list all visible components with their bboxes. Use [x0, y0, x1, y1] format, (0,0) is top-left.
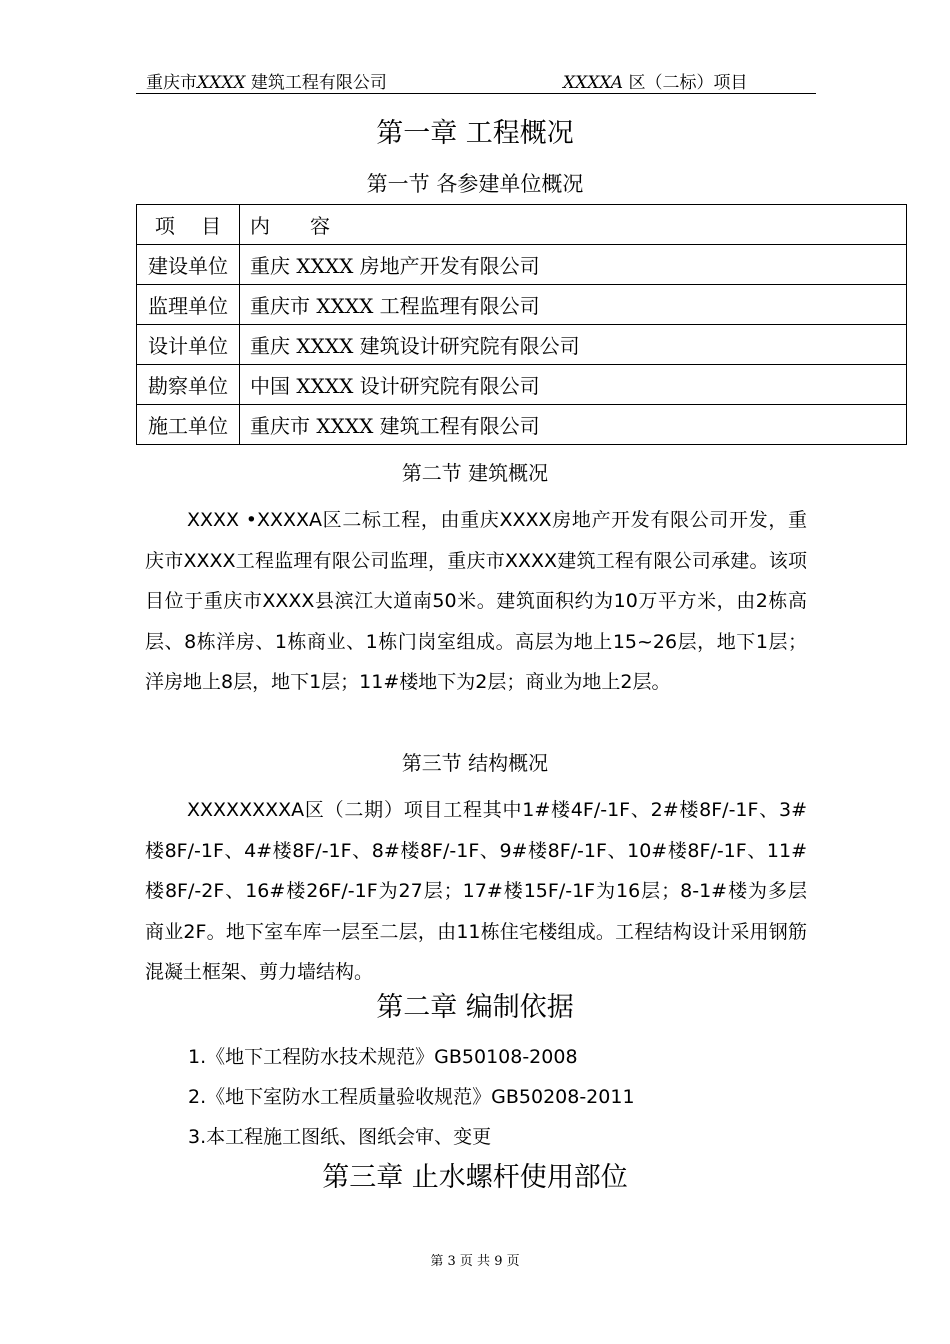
section3-body — [145, 790, 807, 993]
header-divider — [136, 93, 816, 94]
section2-body — [145, 500, 807, 703]
section3-title: 第三节 结构概况 — [401, 751, 549, 775]
header-project-suffix: 区（二标）项目 — [623, 73, 748, 93]
list-item: 2.《地下室防水工程质量验收规范》GB50208-2011 — [188, 1086, 635, 1108]
table-row — [137, 325, 907, 365]
section2-title: 第二节 建筑概况 — [401, 461, 549, 485]
page-number: 第 3 页 共 9 页 — [430, 1254, 520, 1269]
table-cell-role: 设计单位 — [137, 325, 240, 365]
table-cell-company: 重庆 XXXX 房地产开发有限公司 — [240, 245, 907, 285]
chapter3-title: 第三章 止水螺杆使用部位 — [322, 1162, 628, 1193]
table-cell-company: 重庆市 XXXX 工程监理有限公司 — [240, 285, 907, 325]
units-table — [136, 204, 907, 445]
header-company-suffix: 建筑工程有限公司 — [245, 73, 387, 93]
header-company — [146, 68, 387, 93]
header-project — [563, 68, 748, 93]
table-cell-role: 监理单位 — [137, 285, 240, 325]
header-company-prefix: 重庆市 — [146, 73, 197, 93]
section2-paragraph: XXXX •XXXXA区二标工程，由重庆XXXX房地产开发有限公司开发，重庆市XXXX工程监理有限公司监理，重庆市XXXX建筑工程有限公司承建。该项目位于重庆市XXXX县滨江大道南50米。建筑面积约为10万平方米，由2栋高层、8栋洋房、1栋商业、1栋门岗室组成。高层为地上15~26层，地下1层；洋房地上8层，地下1层；11#楼地下为2层；商业为地上2层。 — [145, 509, 807, 693]
table-row — [137, 365, 907, 405]
header-project-italic: XXXXA — [563, 73, 624, 93]
table-row — [137, 245, 907, 285]
table-cell-company: 重庆 XXXX 建筑设计研究院有限公司 — [240, 325, 907, 365]
chapter2-title: 第二章 编制依据 — [376, 992, 574, 1023]
list-item: 3.本工程施工图纸、图纸会审、变更 — [188, 1126, 492, 1148]
list-item: 1.《地下工程防水技术规范》GB50108-2008 — [188, 1046, 578, 1068]
table-cell-role: 勘察单位 — [137, 365, 240, 405]
table-cell-company: 重庆市 XXXX 建筑工程有限公司 — [240, 405, 907, 445]
table-row — [137, 285, 907, 325]
table-header-item: 项 目 — [137, 205, 240, 245]
table-cell-role: 建设单位 — [137, 245, 240, 285]
table-header-row — [137, 205, 907, 245]
chapter1-title: 第一章 工程概况 — [376, 118, 574, 149]
table-row — [137, 405, 907, 445]
table-header-content: 内 容 — [240, 205, 907, 245]
header-company-italic: XXXX — [197, 73, 246, 93]
table-cell-role: 施工单位 — [137, 405, 240, 445]
table-cell-company: 中国 XXXX 设计研究院有限公司 — [240, 365, 907, 405]
section3-paragraph: XXXXXXXXA区（二期）项目工程其中1#楼4F/-1F、2#楼8F/-1F、3#楼8F/-1F、4#楼8F/-1F、8#楼8F/-1F、9#楼8F/-1F、10#楼8F/-1F、11#楼8F/-2F、16#楼26F/-1F为27层；17#楼15F/-1F为16层；8-1#楼为多层商业2F。地下室车库一层至二层，由11栋住宅楼组成。工程结构设计采用钢筋混凝土框架、剪力墙结构。 — [145, 799, 807, 983]
basis-list — [188, 1037, 635, 1157]
section1-title: 第一节 各参建单位概况 — [366, 172, 584, 196]
